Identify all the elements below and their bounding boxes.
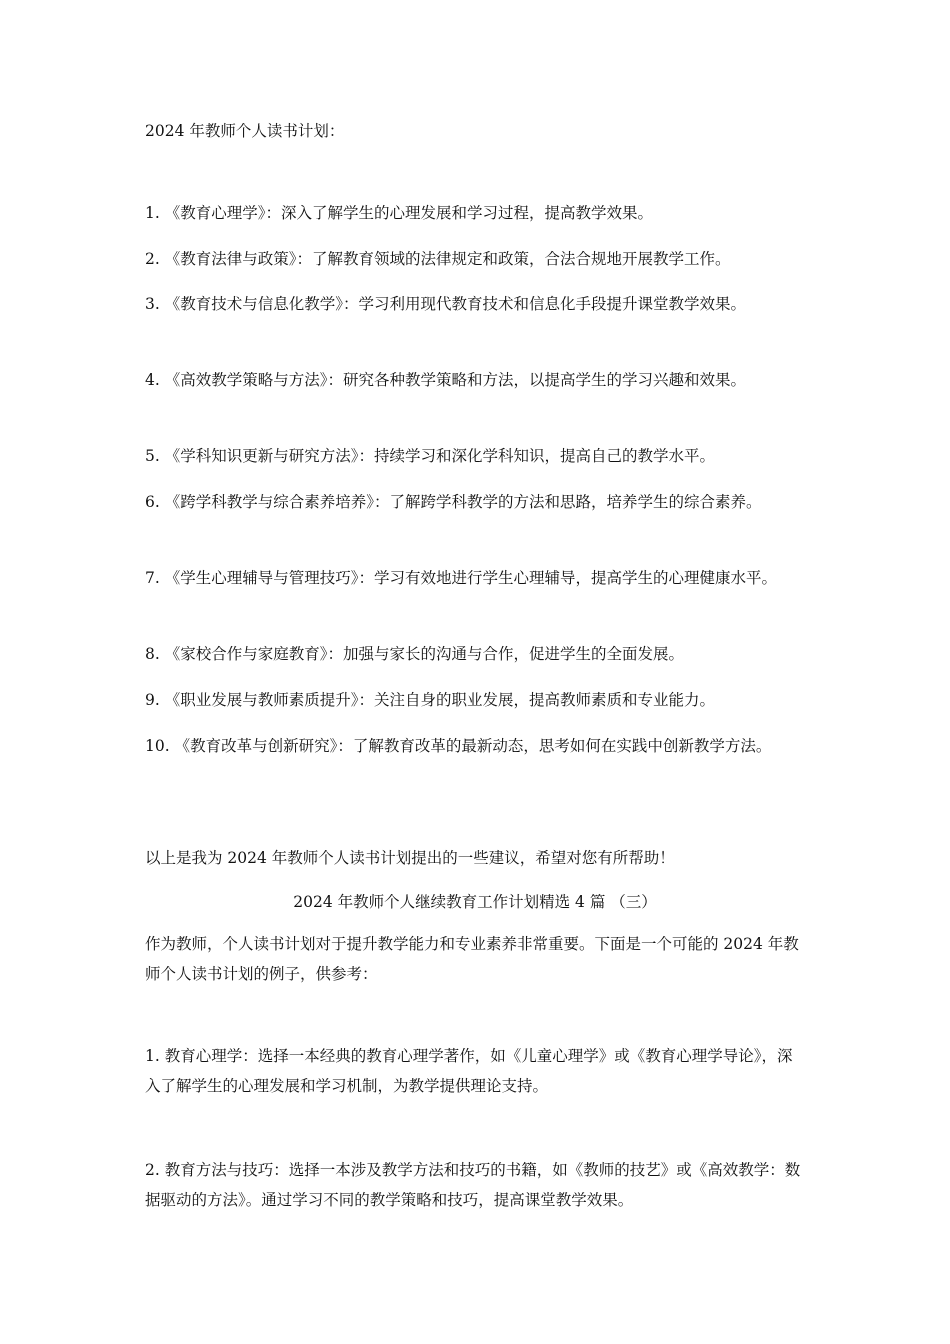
list-item-1: 1. 《教育心理学》：深入了解学生的心理发展和学习过程，提高教学效果。 [145,204,653,222]
closing-paragraph: 以上是我为 2024 年教师个人读书计划提出的一些建议，希望对您有所帮助！ [145,849,675,867]
list-item-4: 4. 《高效教学策略与方法》：研究各种教学策略和方法，以提高学生的学习兴趣和效果。 [145,371,746,389]
list-item-3: 3. 《教育技术与信息化教学》：学习利用现代教育技术和信息化手段提升课堂教学效果。 [145,295,746,313]
list-item-10: 10. 《教育改革与创新研究》：了解教育改革的最新动态，思考如何在实践中创新教学方法。 [145,737,772,755]
section-title: 2024 年教师个人继续教育工作计划精选 4 篇 （三） [293,893,657,911]
list-item-2: 2. 《教育法律与政策》：了解教育领域的法律规定和政策，合法合规地开展教学工作。 [145,250,731,268]
list-item-7: 7. 《学生心理辅导与管理技巧》：学习有效地进行学生心理辅导，提高学生的心理健康水平。 [145,569,777,587]
list-item-6: 6. 《跨学科教学与综合素养培养》：了解跨学科教学的方法和思路，培养学生的综合素养。 [145,493,762,511]
list-item-5: 5. 《学科知识更新与研究方法》：持续学习和深化学科知识，提高自己的教学水平。 [145,447,715,465]
list-item-9: 9. 《职业发展与教师素质提升》：关注自身的职业发展，提高教师素质和专业能力。 [145,691,715,709]
list-item-8: 8. 《家校合作与家庭教育》：加强与家长的沟通与合作，促进学生的全面发展。 [145,645,684,663]
intro-paragraph: 作为教师，个人读书计划对于提升教学能力和专业素养非常重要。下面是一个可能的 2024 年教师个人读书计划的例子，供参考： [145,935,799,983]
point-1: 1. 教育心理学：选择一本经典的教育心理学著作，如《儿童心理学》或《教育心理学导论》，深入了解学生的心理发展和学习机制，为教学提供理论支持。 [145,1047,793,1095]
document-heading: 2024 年教师个人读书计划： [145,122,345,140]
point-2: 2. 教育方法与技巧：选择一本涉及教学方法和技巧的书籍，如《教师的技艺》或《高效教学：数据驱动的方法》。通过学习不同的教学策略和技巧，提高课堂教学效果。 [145,1161,801,1209]
